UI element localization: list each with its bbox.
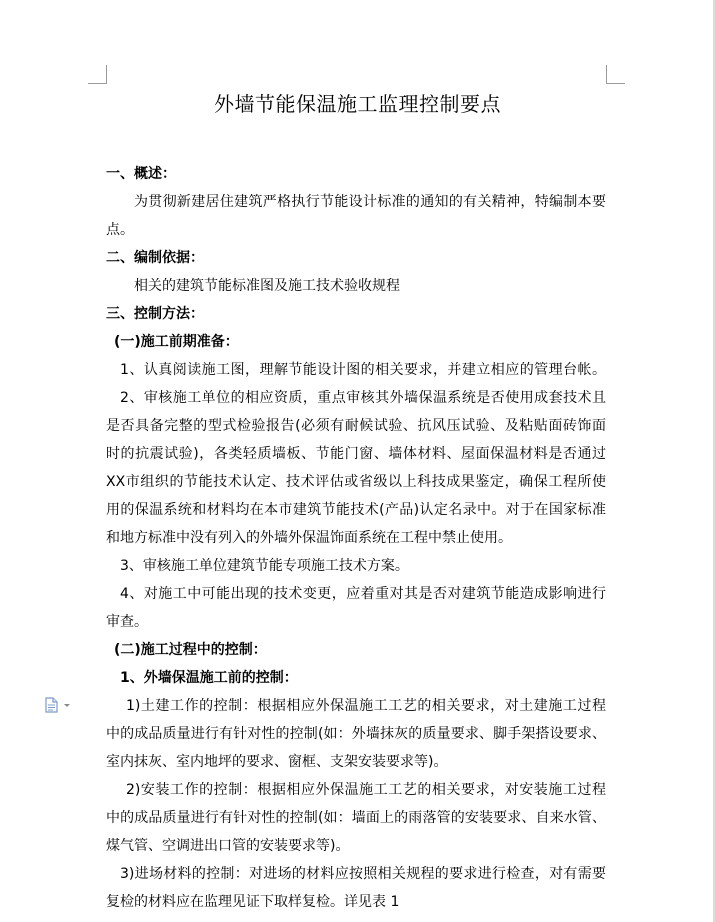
paragraph-line: 点。 <box>106 222 134 238</box>
subheading-preparation: (一)施工前期准备： <box>114 334 239 350</box>
paragraph-line: 时的抗震试验)，各类轻质墙板、节能门窗、墙体材料、屋面保温材料是否通过 <box>106 446 606 462</box>
paragraph-line: 相关的建筑节能标准图及施工技术验收规程 <box>134 278 400 294</box>
subheading-process-control: (二)施工过程中的控制： <box>114 642 267 658</box>
paragraph-line: 煤气管、空调进出口管的安装要求等)。 <box>106 838 350 854</box>
subheading-pre-insulation: 1、外墙保温施工前的控制： <box>120 670 298 686</box>
document-title: 外墙节能保温施工监理控制要点 <box>214 92 501 116</box>
paragraph-line: 室内抹灰、室内地坪的要求、窗框、支架安装要求等)。 <box>106 754 448 770</box>
paragraph-line: 用的保温系统和材料均在本市建筑节能技术(产品)认定名录中。对于在国家标准 <box>106 502 606 518</box>
paragraph-line: 3)进场材料的控制：对进场的材料应按照相关规程的要求进行检查，对有需要 <box>120 866 606 882</box>
paragraph-line: XX市组织的节能技术认定、技术评估或省级以上科技成果鉴定，确保工程所使 <box>106 474 606 490</box>
heading-overview: 一、概述： <box>106 166 176 182</box>
paragraph-line: 1、认真阅读施工图，理解节能设计图的相关要求，并建立相应的管理台帐。 <box>120 362 606 378</box>
paragraph-line: 是否具备完整的型式检验报告(必须有耐候试验、抗风压试验、及粘贴面砖饰面 <box>106 418 606 434</box>
paragraph-line: 4、对施工中可能出现的技术变更，应着重对其是否对建筑节能造成影响进行 <box>120 586 606 602</box>
paragraph-line: 和地方标准中没有列入的外墙外保温饰面系统在工程中禁止使用。 <box>106 530 512 546</box>
paragraph-line: 2)安装工作的控制：根据相应外保温施工工艺的相关要求，对安装施工过程 <box>126 782 606 798</box>
paragraph-line: 中的成品质量进行有针对性的控制(如：外墙抹灰的质量要求、脚手架搭设要求、 <box>106 726 606 742</box>
paragraph-line: 2、审核施工单位的相应资质，重点审核其外墙保温系统是否使用成套技术且 <box>120 390 606 406</box>
crop-mark-top-left <box>88 65 107 84</box>
crop-mark-top-right <box>606 65 625 84</box>
heading-basis: 二、编制依据： <box>106 250 204 266</box>
document-icon[interactable] <box>44 697 72 713</box>
paragraph-line: 中的成品质量进行有针对性的控制(如：墙面上的雨落管的安装要求、自来水管、 <box>106 810 606 826</box>
paragraph-line: 1)土建工作的控制：根据相应外保温施工工艺的相关要求，对土建施工过程 <box>126 698 606 714</box>
paragraph-line: 为贯彻新建居住建筑严格执行节能设计标准的通知的有关精神，特编制本要 <box>134 194 606 210</box>
paragraph-line: 复检的材料应在监理见证下取样复检。详见表 1 <box>106 894 400 910</box>
heading-methods: 三、控制方法： <box>106 306 204 322</box>
paragraph-line: 3、审核施工单位建筑节能专项施工技术方案。 <box>120 558 409 574</box>
paragraph-line: 审查。 <box>106 614 148 630</box>
